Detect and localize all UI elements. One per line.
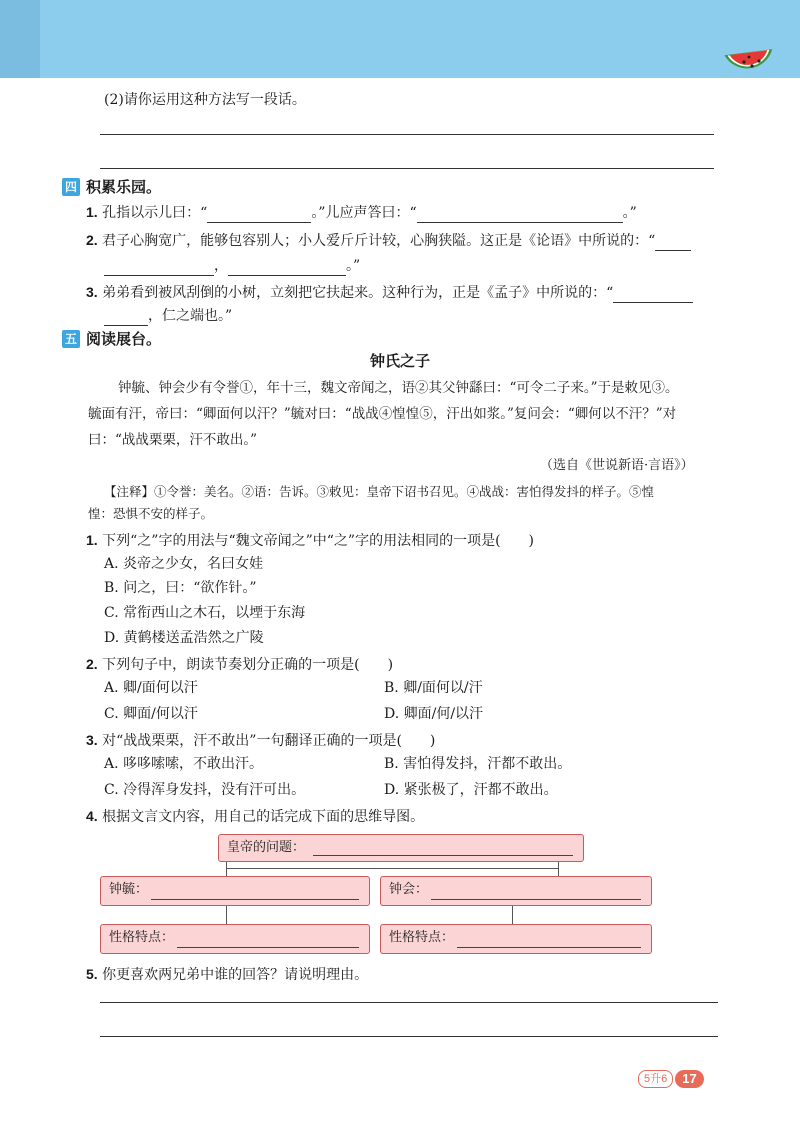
sec5-question-3: 3. 对“战战栗栗，汗不敢出”一句翻译正确的一项是( ) [86,732,436,749]
answer-line[interactable] [100,134,714,135]
mindmap-connector [512,906,513,924]
answer-line[interactable] [151,899,359,900]
passage-line: 毓面有汗，帝曰：“卿面何以汗？”毓对曰：“战战④惶惶⑤，汗出如浆。”复问会：“卿何以不汗？”对 [88,406,677,422]
mindmap-root[interactable]: 皇帝的问题： [218,834,584,862]
mindmap-right-trait[interactable]: 性格特点： [380,924,652,954]
mindmap-left-trait[interactable]: 性格特点： [100,924,370,954]
option-b[interactable]: B. 卿/面何以/汗 [384,680,483,696]
option-d[interactable]: D. 卿面/何/以汗 [384,706,484,722]
sec4-question-2: 2. 君子心胸宽广，能够包容别人；小人爱斤斤计较，心胸狭隘。这正是《论语》中所说的：“ [86,230,691,251]
answer-blank[interactable] [104,260,214,276]
option-c[interactable]: C. 常衔西山之木石，以堙于东海 [104,605,306,621]
answer-line[interactable] [457,947,641,948]
mindmap-connector [226,906,227,924]
mindmap-connector [226,868,558,869]
answer-line[interactable] [177,947,359,948]
section-number-badge: 五 [62,330,80,348]
answer-blank[interactable] [417,207,623,223]
writing-prompt: (2)请你运用这种方法写一段话。 [104,92,306,108]
section-title: 积累乐园。 [86,179,162,196]
passage-source: （选自《世说新语·言语》） [540,458,694,473]
option-a[interactable]: A. 炎帝之少女，名曰女娃 [104,556,264,572]
section-five-heading [62,328,161,349]
option-a[interactable]: A. 哆哆嗦嗦，不敢出汗。 [104,756,264,772]
sec5-question-1: 1. 下列“之”字的用法与“魏文帝闻之”中“之”字的用法相同的一项是( ) [86,532,535,549]
sec5-question-2: 2. 下列句子中，朗读节奏划分正确的一项是( ) [86,656,394,673]
sec4-question-2-cont: ， 。” [104,256,360,276]
answer-line[interactable] [431,899,641,900]
sec4-question-1: 1. 孔指以示儿曰：“ 。”儿应声答曰：“ 。” [86,204,637,221]
answer-blank[interactable] [104,310,148,326]
mindmap-right-name[interactable]: 钟会： [380,876,652,906]
sec5-question-5: 5. 你更喜欢两兄弟中谁的回答？请说明理由。 [86,966,369,983]
answer-blank[interactable] [655,235,691,251]
page-number: 17 [675,1070,703,1088]
answer-blank[interactable] [228,260,346,276]
passage-title: 钟氏之子 [370,353,431,370]
mindmap-connector [226,862,227,876]
answer-line[interactable] [100,168,714,169]
option-c[interactable]: C. 冷得浑身发抖，没有汗可出。 [104,782,306,798]
sec4-question-3: 3. 弟弟看到被风刮倒的小树，立刻把它扶起来。这种行为，正是《孟子》中所说的：“ [86,282,693,303]
option-a[interactable]: A. 卿/面何以汗 [104,680,198,696]
answer-line[interactable] [100,1036,718,1037]
answer-blank[interactable] [613,287,693,303]
answer-blank[interactable] [207,207,311,223]
option-d[interactable]: D. 紧张极了，汗都不敢出。 [384,782,558,798]
notes-line: 惶：恐惧不安的样子。 [88,506,214,521]
grade-label: 5升6 [638,1070,673,1088]
option-c[interactable]: C. 卿面/何以汗 [104,706,198,722]
mindmap-left-name[interactable]: 钟毓： [100,876,370,906]
page-tag [638,1070,704,1088]
answer-line[interactable] [100,1002,718,1003]
option-d[interactable]: D. 黄鹤楼送孟浩然之广陵 [104,630,264,646]
header-band [0,0,800,78]
watermelon-icon [722,40,778,84]
section-number-badge: 四 [62,178,80,196]
section-title: 阅读展台。 [86,331,162,348]
sec5-question-4: 4. 根据文言文内容，用自己的话完成下面的思维导图。 [86,808,425,825]
page-fold [0,0,40,78]
sec4-question-3-cont: ，仁之端也。” [104,306,232,326]
option-b[interactable]: B. 问之，曰：“欲作针。” [104,580,257,596]
section-four-heading [62,176,161,197]
option-b[interactable]: B. 害怕得发抖，汗都不敢出。 [384,756,572,772]
answer-line[interactable] [313,855,573,856]
notes-line: 【注释】①令誉：美名。②语：告诉。③敕见：皇帝下诏书召见。④战战：害怕得发抖的样子。⑤惶 [104,484,655,499]
passage-line: 曰：“战战栗栗，汗不敢出。” [88,432,258,448]
mindmap-connector [558,862,559,876]
passage-line: 钟毓、钟会少有令誉①，年十三，魏文帝闻之，语②其父钟繇曰：“可令二子来。”于是敕见③。 [118,380,679,396]
